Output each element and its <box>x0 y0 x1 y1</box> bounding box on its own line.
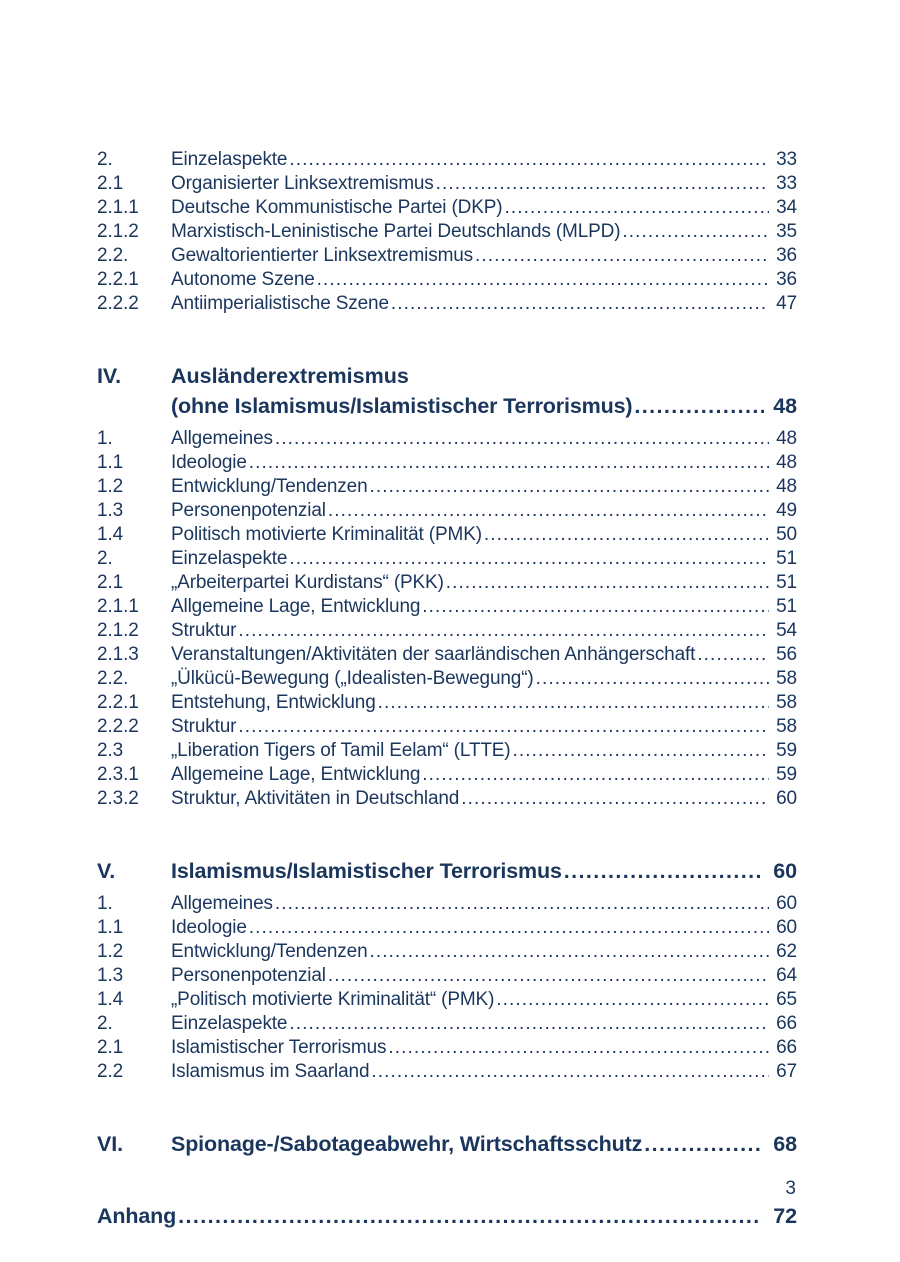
toc-entry-number: 2.2. <box>97 245 129 266</box>
dot-leader <box>512 739 769 763</box>
toc-entry[interactable] <box>97 1012 797 1036</box>
page-number: 3 <box>785 1178 796 1199</box>
toc-entry-title: Einzelaspekte <box>171 548 288 569</box>
toc-entry[interactable] <box>97 220 797 244</box>
toc-section-heading[interactable] <box>97 1129 797 1159</box>
toc-entry-page: 51 <box>776 572 797 593</box>
toc-entry[interactable] <box>97 523 797 547</box>
dot-leader <box>289 148 769 172</box>
dot-leader <box>238 715 769 739</box>
toc-entry-number: 2. <box>97 149 113 170</box>
dot-leader <box>496 988 769 1012</box>
dot-leader <box>388 1036 769 1060</box>
toc-entry-number: 1.2 <box>97 476 124 497</box>
toc-entry[interactable] <box>97 172 797 196</box>
dot-leader <box>536 667 769 691</box>
toc-entry-page: 66 <box>776 1013 797 1034</box>
toc-entry[interactable] <box>97 571 797 595</box>
toc-entry-number: 2.1.1 <box>97 596 139 617</box>
toc-entry-number: 1.3 <box>97 965 124 986</box>
toc-entry[interactable] <box>97 475 797 499</box>
toc-entry-number: 2.1.2 <box>97 620 139 641</box>
toc-entry-number: 1.3 <box>97 500 124 521</box>
toc-entry[interactable] <box>97 787 797 811</box>
toc-entry[interactable] <box>97 451 797 475</box>
toc-section-page: 72 <box>773 1204 797 1228</box>
toc-entry-title: Allgemeines <box>171 428 273 449</box>
toc-entry-number: 2.1.3 <box>97 644 139 665</box>
toc-entry-title: Marxistisch-Leninistische Partei Deutschlands (MLPD) <box>171 221 621 242</box>
toc-entry-title: Personenpotenzial <box>171 965 326 986</box>
toc-entry-number: 2.1.2 <box>97 221 139 242</box>
dot-leader <box>436 172 769 196</box>
toc-entry[interactable] <box>97 148 797 172</box>
dot-leader <box>317 268 769 292</box>
toc-entry-page: 48 <box>776 476 797 497</box>
dot-leader <box>622 220 769 244</box>
toc-entry-title: „Ülkücü-Bewegung („Idealisten-Bewegung“) <box>171 668 534 689</box>
toc-entry-page: 59 <box>776 740 797 761</box>
toc-entry-page: 47 <box>776 293 797 314</box>
toc-entry-title: Allgemeines <box>171 893 273 914</box>
toc-entry-title: Islamistischer Terrorismus <box>171 1037 387 1058</box>
toc-entry-number: 1.1 <box>97 452 124 473</box>
toc-section-heading[interactable] <box>97 361 797 421</box>
toc-section-page: 48 <box>773 394 797 418</box>
toc-entry-title: Antiimperialistische Szene <box>171 293 389 314</box>
toc-entry-number: 2. <box>97 1013 113 1034</box>
toc-entry-number: 2.1 <box>97 1037 124 1058</box>
toc-entry-page: 60 <box>776 893 797 914</box>
toc-entry[interactable] <box>97 691 797 715</box>
toc-entry-number: 2.1.1 <box>97 197 139 218</box>
toc-entry-page: 34 <box>776 197 797 218</box>
toc-entry-page: 36 <box>776 245 797 266</box>
toc-entry-number: 2. <box>97 548 113 569</box>
toc-entry-title: Ideologie <box>171 917 247 938</box>
toc-entry-title: Struktur <box>171 716 237 737</box>
toc-entry-page: 56 <box>776 644 797 665</box>
toc-entry-title: Personenpotenzial <box>171 500 326 521</box>
toc-entry-page: 33 <box>776 173 797 194</box>
toc-section-heading[interactable] <box>97 1201 797 1231</box>
toc-entry[interactable] <box>97 244 797 268</box>
toc-entry-page: 58 <box>776 668 797 689</box>
dot-leader <box>249 916 769 940</box>
toc-entry-page: 54 <box>776 620 797 641</box>
toc-entry-page: 67 <box>776 1061 797 1082</box>
toc-section-title: Spionage-/Sabotageabwehr, Wirtschaftsschutz <box>171 1132 643 1156</box>
toc-section-page: 60 <box>773 859 797 883</box>
table-of-contents <box>97 148 797 1231</box>
toc-entry-title: Entstehung, Entwicklung <box>171 692 376 713</box>
toc-entry-number: 1.4 <box>97 524 124 545</box>
toc-entry[interactable] <box>97 715 797 739</box>
toc-entry[interactable] <box>97 499 797 523</box>
toc-entry-page: 50 <box>776 524 797 545</box>
toc-entry-title: Deutsche Kommunistische Partei (DKP) <box>171 197 503 218</box>
dot-leader <box>275 892 769 916</box>
toc-section-heading[interactable] <box>97 856 797 886</box>
toc-entry-number: 2.2.1 <box>97 269 139 290</box>
toc-section-number: VI. <box>97 1132 123 1156</box>
toc-entry-number: 2.2 <box>97 1061 124 1082</box>
toc-entry-title: Struktur, Aktivitäten in Deutschland <box>171 788 460 809</box>
dot-leader <box>461 787 769 811</box>
toc-entry[interactable] <box>97 940 797 964</box>
toc-entry[interactable] <box>97 739 797 763</box>
dot-leader <box>446 571 769 595</box>
toc-entry-page: 51 <box>776 548 797 569</box>
toc-entry[interactable] <box>97 667 797 691</box>
toc-entry-page: 33 <box>776 149 797 170</box>
dot-leader <box>249 451 769 475</box>
dot-leader <box>644 1129 760 1159</box>
toc-entry-title: Einzelaspekte <box>171 1013 288 1034</box>
toc-entry[interactable] <box>97 643 797 667</box>
toc-entry-page: 36 <box>776 269 797 290</box>
toc-section-title: Anhang <box>97 1204 177 1228</box>
toc-entry-page: 59 <box>776 764 797 785</box>
dot-leader <box>275 427 769 451</box>
toc-entry-title: „Arbeiterpartei Kurdistans“ (PKK) <box>171 572 444 593</box>
dot-leader <box>238 619 769 643</box>
toc-entry[interactable] <box>97 964 797 988</box>
toc-entry-title: Veranstaltungen/Aktivitäten der saarländischen Anhängerschaft <box>171 644 696 665</box>
toc-entry[interactable] <box>97 619 797 643</box>
toc-section-number: V. <box>97 859 116 883</box>
toc-entry-number: 2.3.2 <box>97 788 139 809</box>
toc-entry-number: 2.3 <box>97 740 124 761</box>
toc-entry-page: 48 <box>776 428 797 449</box>
dot-leader <box>634 391 764 421</box>
toc-entry-page: 62 <box>776 941 797 962</box>
toc-entry[interactable] <box>97 916 797 940</box>
dot-leader <box>391 292 769 316</box>
dot-leader <box>504 196 769 220</box>
dot-leader <box>484 523 769 547</box>
toc-entry-number: 2.2.2 <box>97 716 139 737</box>
toc-entry[interactable] <box>97 988 797 1012</box>
toc-entry[interactable] <box>97 763 797 787</box>
toc-entry-number: 1. <box>97 428 113 449</box>
toc-entry-page: 65 <box>776 989 797 1010</box>
dot-leader <box>328 964 769 988</box>
section-gap <box>97 1084 797 1129</box>
section-gap <box>97 1159 797 1201</box>
toc-entry-page: 48 <box>776 452 797 473</box>
dot-leader <box>422 763 769 787</box>
toc-entry[interactable] <box>97 595 797 619</box>
toc-entry-title: Entwicklung/Tendenzen <box>171 476 368 497</box>
toc-entry-title: Autonome Szene <box>171 269 315 290</box>
toc-entry-title: Struktur <box>171 620 237 641</box>
dot-leader <box>378 691 769 715</box>
toc-entry-number: 2.2.1 <box>97 692 139 713</box>
dot-leader <box>369 940 769 964</box>
toc-entry-number: 2.1 <box>97 572 124 593</box>
dot-leader <box>289 547 769 571</box>
section-gap <box>97 316 797 361</box>
toc-entry-page: 60 <box>776 917 797 938</box>
toc-entry-page: 66 <box>776 1037 797 1058</box>
dot-leader <box>475 244 769 268</box>
toc-entry-number: 1.4 <box>97 989 124 1010</box>
dot-leader <box>289 1012 769 1036</box>
toc-entry[interactable] <box>97 892 797 916</box>
toc-entry[interactable] <box>97 292 797 316</box>
toc-entry-title: Entwicklung/Tendenzen <box>171 941 368 962</box>
toc-entry-title: „Liberation Tigers of Tamil Eelam“ (LTTE) <box>171 740 511 761</box>
toc-entry[interactable] <box>97 547 797 571</box>
toc-section-title-line2: (ohne Islamismus/Islamistischer Terrorismus) <box>171 394 633 418</box>
toc-entry-title: Ideologie <box>171 452 247 473</box>
toc-entry-number: 2.1 <box>97 173 124 194</box>
toc-entry[interactable] <box>97 1060 797 1084</box>
toc-entry-page: 60 <box>776 788 797 809</box>
toc-entry[interactable] <box>97 427 797 451</box>
toc-entry-page: 35 <box>776 221 797 242</box>
toc-entry-number: 1. <box>97 893 113 914</box>
toc-entry-title: Gewaltorientierter Linksextremismus <box>171 245 474 266</box>
toc-entry-page: 58 <box>776 716 797 737</box>
dot-leader <box>371 1060 769 1084</box>
toc-entry[interactable] <box>97 196 797 220</box>
dot-leader <box>422 595 769 619</box>
toc-section-page: 68 <box>773 1132 797 1156</box>
toc-entry-title: „Politisch motivierte Kriminalität“ (PMK) <box>171 989 495 1010</box>
dot-leader <box>178 1201 760 1231</box>
toc-entry-title: Allgemeine Lage, Entwicklung <box>171 764 421 785</box>
toc-entry-number: 2.3.1 <box>97 764 139 785</box>
toc-entry[interactable] <box>97 1036 797 1060</box>
toc-section-title: Islamismus/Islamistischer Terrorismus <box>171 859 562 883</box>
toc-entry[interactable] <box>97 268 797 292</box>
dot-leader <box>369 475 769 499</box>
toc-entry-page: 49 <box>776 500 797 521</box>
toc-entry-number: 2.2. <box>97 668 129 689</box>
toc-entry-title: Allgemeine Lage, Entwicklung <box>171 596 421 617</box>
toc-section-number: IV. <box>97 364 122 388</box>
toc-entry-page: 64 <box>776 965 797 986</box>
toc-entry-page: 58 <box>776 692 797 713</box>
toc-entry-number: 2.2.2 <box>97 293 139 314</box>
toc-section-title-line1: Ausländerextremismus <box>171 364 409 388</box>
section-gap <box>97 811 797 856</box>
toc-entry-page: 51 <box>776 596 797 617</box>
toc-entry-number: 1.1 <box>97 917 124 938</box>
toc-entry-number: 1.2 <box>97 941 124 962</box>
dot-leader <box>697 643 769 667</box>
dot-leader <box>564 856 760 886</box>
toc-entry-title: Politisch motivierte Kriminalität (PMK) <box>171 524 482 545</box>
toc-entry-title: Organisierter Linksextremismus <box>171 173 434 194</box>
toc-entry-title: Einzelaspekte <box>171 149 288 170</box>
toc-entry-title: Islamismus im Saarland <box>171 1061 370 1082</box>
dot-leader <box>328 499 769 523</box>
